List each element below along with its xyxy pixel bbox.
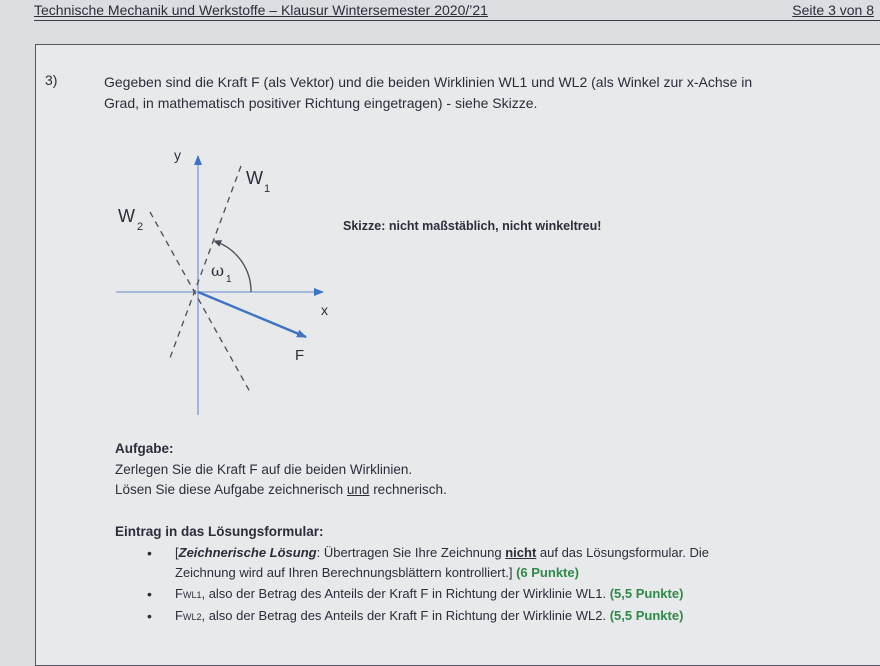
entry-bullet-2 <box>147 584 815 605</box>
b1-points: (6 Punkte) <box>516 565 579 580</box>
entry-bullet-3 <box>147 606 815 627</box>
task-title: Aufgabe: <box>115 441 174 456</box>
omega-label: ω <box>211 261 225 280</box>
sketch-note: Skizze: nicht maßstäblich, nicht winkeltreu! <box>343 219 602 233</box>
w2-sub: 2 <box>137 221 144 233</box>
task-line-2-b: rechnerisch. <box>369 482 447 497</box>
w2-line <box>150 212 250 392</box>
task-line-1: Zerlegen Sie die Kraft F auf die beiden Wirklinien. <box>115 462 413 477</box>
header-page-number: Seite 3 von 8 <box>792 2 874 18</box>
entry-bullet-1 <box>147 543 815 583</box>
b3-points: (5,5 Punkte) <box>609 608 684 623</box>
task-line-2-und: und <box>346 482 370 497</box>
b3-sub: WL2 <box>182 612 202 622</box>
b1-text-a: : Übertragen Sie Ihre Zeichnung <box>316 545 506 560</box>
w2-label: W <box>118 206 135 226</box>
bullet-dot-icon: • <box>147 586 152 602</box>
question-number: 3) <box>45 72 58 88</box>
bullet-dot-icon: • <box>147 545 152 561</box>
b2-f: F <box>175 586 183 601</box>
bullet-dot-icon: • <box>147 608 152 624</box>
task-line-2-a: Lösen Sie diese Aufgabe zeichnerisch <box>115 482 347 497</box>
intro-line-1: Gegeben sind die Kraft F (als Vektor) und die beiden Wirklinien WL1 und WL2 (als Winkel zur x-Achse in <box>104 74 753 90</box>
w1-label: W <box>246 168 263 188</box>
b1-nicht: nicht <box>505 545 537 560</box>
f-label: F <box>295 347 305 364</box>
b2-sub: WL1 <box>182 590 202 600</box>
x-label: x <box>321 302 328 318</box>
w1-sub: 1 <box>264 183 271 195</box>
force-f-arrow <box>198 292 306 337</box>
b3-f: F <box>175 608 183 623</box>
b3-text: , also der Betrag des Anteils der Kraft F in Richtung der Wirklinie WL2. <box>201 608 607 623</box>
b2-text: , also der Betrag des Anteils der Kraft F in Richtung der Wirklinie WL1. <box>201 586 607 601</box>
header-title: Technische Mechanik und Werkstoffe – Klausur Wintersemester 2020/’21 <box>34 2 488 18</box>
w1-line <box>170 166 241 358</box>
force-sketch <box>108 140 338 425</box>
b1-label: Zeichnerische Lösung <box>178 545 317 560</box>
b2-points: (5,5 Punkte) <box>609 586 684 601</box>
b1-line2: Zeichnung wird auf Ihren Berechnungsblättern kontrolliert.] <box>175 565 513 580</box>
b1-open: [ <box>175 545 179 560</box>
omega-sub: 1 <box>226 274 232 285</box>
question-intro <box>104 72 864 114</box>
y-label: y <box>174 147 181 163</box>
entry-title: Eintrag in das Lösungsformular: <box>115 524 324 539</box>
page-header <box>34 2 880 21</box>
intro-line-2: Grad, in mathematisch positiver Richtung eingetragen) - siehe Skizze. <box>104 95 538 111</box>
task-line-2 <box>115 482 447 497</box>
b1-text-b: auf das Lösungsformular. Die <box>536 545 709 560</box>
